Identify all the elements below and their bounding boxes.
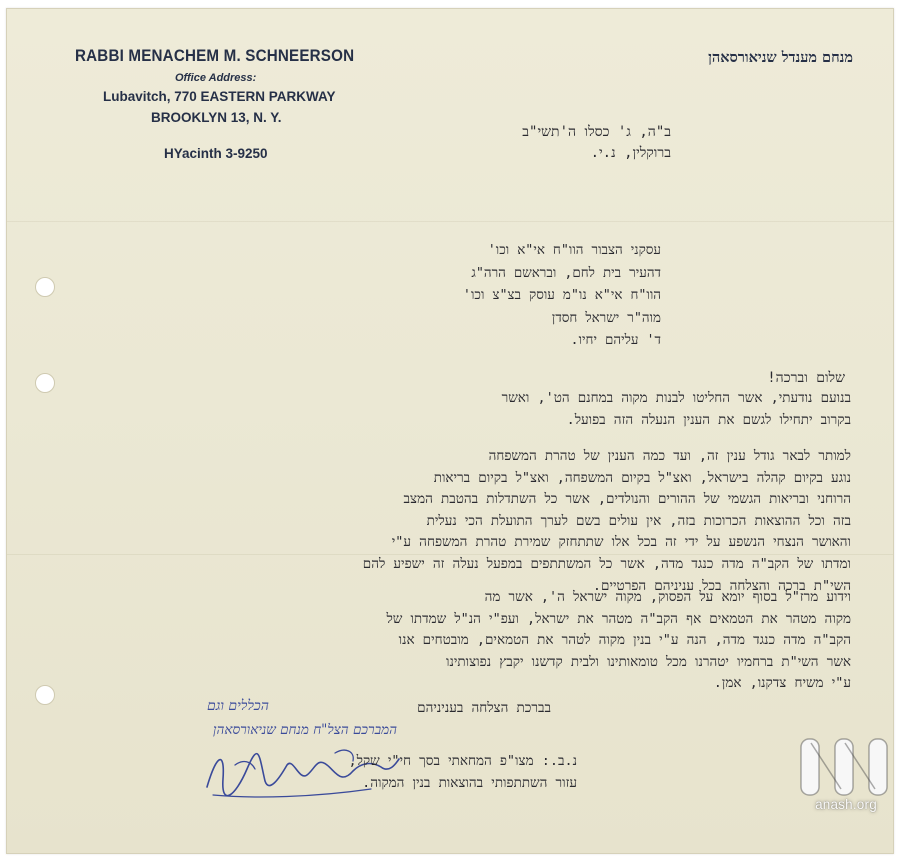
binder-hole [35,277,55,297]
addressee-line: מוה"ר ישראל חסדן [551,310,661,326]
date-line: ב"ה, ג' כסלו ה'תשי"ב [522,124,671,140]
handwritten-closing-addition: הכללים וגם [207,698,269,714]
body-line: אשר השי"ת ברחמיו יטהרנו מכל טומאותינו ולבית קדשנו יקבץ נפוצותינו [446,653,851,670]
addressee-line: עסקני הצבור הוו"ח אי"א וכו' [487,243,661,258]
closing-line: בברכת הצלחה בעניניהם [417,700,551,716]
body-line: וידוע מרז"ל בסוף יומא על הפסוק, מקוה ישראל ה', אשר מה [484,589,851,605]
letterhead-address-line-1: Lubavitch, 770 EASTERN PARKWAY [103,89,336,104]
body-line: בקרוב יתחילו לגשם את הענין הנעלה הזה בפועל. [566,411,851,428]
body-paragraph-2 [91,446,851,597]
letterhead-address-line-2: BROOKLYN 13, N. Y. [151,110,282,125]
letterhead-hebrew-name: מנחם מענדל שניאורסאהן [708,49,853,66]
letterhead-office-label: Office Address: [175,72,257,84]
anash-logo-icon [797,731,893,801]
letterhead-name: RABBI MENACHEM M. SCHNEERSON [75,47,355,65]
letter-date [451,122,671,164]
letterhead-phone: HYacinth 3-9250 [164,146,268,161]
binder-hole [35,373,55,393]
body-line: בנועם נודעתי, אשר החליטו לבנות מקוה במחנם הט', ואשר [501,390,851,406]
body-line: נוגע בקיום קהלה בישראל, ואצ"ל בקיום המשפחה, ואצ"ל בקיום בריאות [433,469,851,486]
handwritten-greeting: המברכם הצל"ח מנחם שניאורסאהן [213,722,398,738]
body-line: והאושר הנצחי הנשפע על ידי זה בכל אלו שתתחזק שמירת טהרת המשפחה ע"י [391,534,851,551]
paper-crease [7,221,893,222]
body-paragraph-3 [91,587,851,695]
addressee-line: ד' עליהם יחיו. [570,333,661,348]
addressee-line: הוו"ח אי"א נו"מ עוסק בצ"צ וכו' [462,288,661,303]
body-line: ע"י משיח צדקנו, אמן. [713,675,851,692]
anash-watermark [797,731,893,831]
body-line: השי"ת ברכה והצלחה בכל עניניהם הפרטיים. [592,577,851,594]
watermark-domain: anash.org [815,797,877,812]
body-line: הקב"ה מדה כנגד מדה, הנה ע"י בנין מקוה לטהר את הטמאים, מובטחים אנו [398,632,851,649]
body-line: ומדתו של הקב"ה מדה כנגד מדה, אשר כל המשתתפים במפעל נעלה זה ישפיע להם [362,555,851,572]
place-line: ברוקלין, נ.י. [590,145,671,161]
body-line: למותר לבאר גודל ענין זה, ועד כמה הענין של טהרת המשפחה [488,448,851,464]
body-paragraph-1 [91,388,851,431]
binder-hole [35,685,55,705]
postscript-line: עזור השתתפותי בהוצאות בנין המקוה. [362,774,577,791]
body-line: בזה וכל ההוצאות הכרוכות בזה, אין עולים בשם לערך התועלת הכי נעלית [426,512,851,529]
addressee-block [351,240,661,353]
body-line: מקוה מטהר את הטמאים אף הקב"ה מטהר את ישראל, ועפ"י הנ"ל שמדתו של [386,610,851,627]
body-line: הרוחני ובריאות הגשמי של ההורים והנולדים, אשר כל השתדלות בהטבת המצב [403,491,851,508]
addressee-line: דהעיר בית לחם, ובראשם הרה"ג [471,265,661,281]
salutation: שלום וברכה! [767,370,845,386]
postscript-line: נ.ב.: מצו"פ המחאתי בסך חי"י שקל, [348,753,577,769]
letter-paper [6,8,894,854]
postscript [348,751,577,794]
